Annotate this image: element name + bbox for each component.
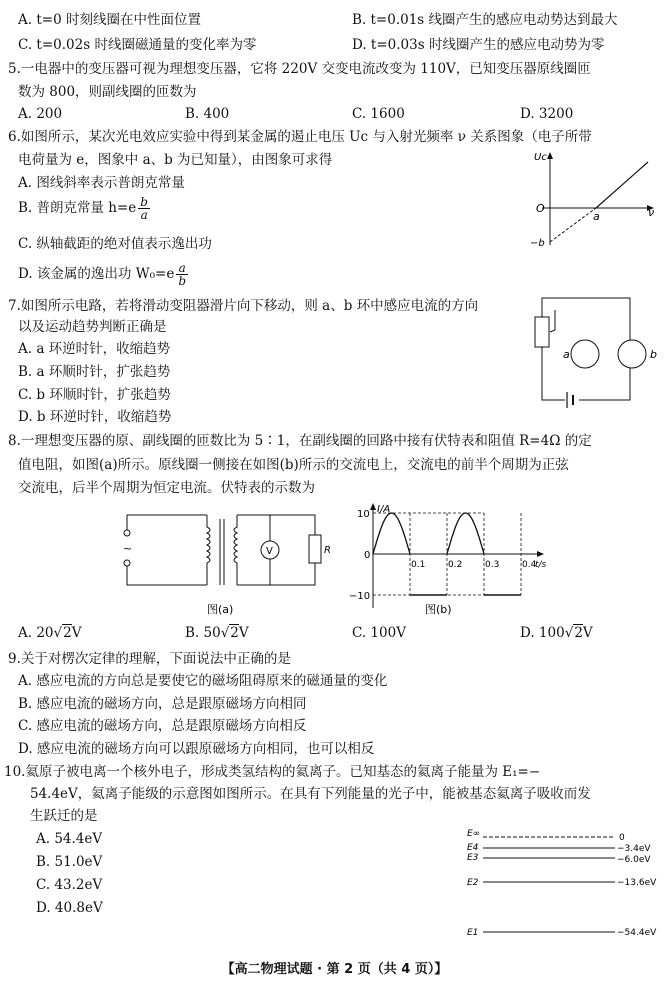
- primary-coil: [207, 515, 210, 585]
- resistor: [309, 535, 321, 563]
- q8-option-a: A. 20√2V: [18, 625, 82, 641]
- x-axis-label: ν: [648, 206, 655, 219]
- sine-half-wave-2: [447, 513, 484, 554]
- voltmeter-label: V: [266, 546, 273, 557]
- q10-stem-line1: 10.氦原子被电离一个核外电子，形成类氢结构的氦离子。已知基态的氦离子能量为 E₁=−: [4, 764, 541, 780]
- q6-option-d-text: D. 该金属的逸出功 W₀=e: [18, 266, 175, 282]
- fraction-denominator: b: [178, 274, 186, 288]
- x-tick-label: 0.4: [522, 560, 537, 570]
- y-tick-bottom: −10: [349, 591, 371, 602]
- level-2-value: −13.6eV: [617, 878, 657, 888]
- q5-stem-line2: 数为 800，则副线圈的匝数为: [18, 84, 197, 100]
- q7-option-b: B. a 环顺时针，扩张趋势: [18, 364, 171, 380]
- q6-option-b: [18, 196, 152, 221]
- q5-option-b: B. 400: [185, 106, 230, 122]
- q5-stem-line1: 5.一电器中的变压器可视为理想变压器，它将 220V 交变电流改变为 110V，已知变压器原线圈匝: [8, 61, 591, 77]
- q6-option-a: A. 图线斜率表示普朗克常量: [18, 175, 185, 191]
- rheostat: [535, 317, 549, 347]
- q10-stem-line2: 54.4eV，氦离子能级的示意图如图所示。在具有下列能量的光子中，能被基态氦离子吸收而发: [30, 786, 591, 802]
- y-axis-label: I/A: [377, 504, 391, 515]
- graph-line: [596, 162, 648, 208]
- y-axis-arrow: [370, 503, 376, 510]
- q9-option-c: C. 感应电流的磁场方向，总是跟原磁场方向相反: [18, 718, 307, 734]
- primary-wire-top: [127, 515, 207, 530]
- level-3-label: E3: [467, 853, 479, 863]
- q8-option-b-text: B. 50: [185, 625, 221, 641]
- q8-option-d-text: D. 100: [520, 625, 565, 641]
- point-neg-b-label: −b: [530, 238, 545, 249]
- level-1-value: −54.4eV: [617, 928, 657, 938]
- q9-option-b: B. 感应电流的磁场方向，总是跟原磁场方向相同: [18, 696, 307, 712]
- fraction-numerator: b: [140, 195, 148, 209]
- q6-stem-line1: 6.如图所示，某次光电效应实验中得到某金属的遏止电压 Uc 与入射光频率 ν 关系图象（电子所带: [8, 129, 592, 145]
- origin-label: O: [536, 202, 545, 215]
- level-4-value: −3.4eV: [617, 844, 651, 854]
- q7-option-d: D. b 环逆时针，收缩趋势: [18, 409, 172, 425]
- energy-level-diagram: [465, 828, 665, 940]
- page-footer: 【高二物理试题 · 第 2 页（共 4 页）】: [221, 962, 448, 977]
- q7-option-a: A. a 环逆时针，收缩趋势: [18, 341, 171, 357]
- resistor-label: R: [324, 545, 331, 556]
- level-3-value: −6.0eV: [617, 855, 651, 865]
- q8-stem-line3: 交流电，后半个周期为恒定电流。伏特表的示数为: [18, 480, 315, 496]
- point-a-label: a: [593, 210, 600, 223]
- q8-option-d-radicand: 2: [574, 625, 583, 641]
- q4-option-b: B. t=0.01s 线圈产生的感应电动势达到最大: [352, 12, 618, 28]
- q10-option-a: A. 54.4eV: [36, 831, 103, 847]
- x-tick-label: 0.3: [485, 560, 500, 570]
- q10-stem-line3: 生跃迁的是: [30, 808, 98, 824]
- q4-option-d: D. t=0.03s 时线圈产生的感应电动势为零: [352, 37, 605, 53]
- q5-option-a: A. 200: [18, 106, 63, 122]
- ac-source-symbol: ~: [123, 542, 133, 555]
- q8-figure-a: [115, 505, 330, 620]
- terminal-bottom: [124, 560, 130, 566]
- q6-option-c: C. 纵轴截距的绝对值表示逸出功: [18, 236, 212, 252]
- level-inf-label: E∞: [467, 829, 481, 839]
- q10-option-d: D. 40.8eV: [36, 900, 103, 916]
- y-tick-top: 10: [357, 509, 370, 520]
- q8-figure-b: [345, 500, 555, 620]
- q8-stem-line2: 值电阻，如图(a)所示。原线圈一侧接在如图(b)所示的交流电上，交流电的前半个周期为正弦: [18, 457, 569, 473]
- x-tick-label: 0.1: [411, 560, 426, 570]
- q8-option-d: D. 100√2V: [520, 625, 593, 641]
- q8-option-c: C. 100V: [352, 625, 406, 641]
- q7-option-c: C. b 环顺时针，扩张趋势: [18, 387, 171, 403]
- x-axis-label: t/s: [535, 560, 547, 570]
- q8-option-b: B. 50√2V: [185, 625, 249, 641]
- primary-wire-bottom: [127, 566, 207, 585]
- level-4-label: E4: [467, 843, 479, 853]
- q6-option-d-fraction: [176, 262, 188, 287]
- ring-b-label: b: [650, 348, 657, 361]
- y-axis-arrow: [547, 152, 553, 159]
- q9-option-d: D. 感应电流的磁场方向可以跟原磁场方向相同，也可以相反: [18, 741, 375, 757]
- q5-option-d: D. 3200: [520, 106, 574, 122]
- q6-stem-line2: 电荷量为 e，图象中 a、b 为已知量），由图象可求得: [18, 152, 333, 168]
- terminal-top: [124, 530, 130, 536]
- fig-b-caption: 图(b): [425, 603, 452, 616]
- q7-stem-line2: 以及运动趋势判断正确是: [18, 319, 167, 335]
- level-2-label: E2: [467, 878, 479, 888]
- q8-option-a-text: A. 20: [18, 625, 54, 641]
- secondary-coil: [234, 515, 237, 585]
- y-axis-label: Uc: [534, 152, 547, 163]
- q6-option-b-fraction: [138, 196, 150, 221]
- q7-circuit: [525, 292, 665, 412]
- x-tick-label: 0.2: [448, 560, 463, 570]
- q8-option-b-unit: V: [238, 625, 249, 641]
- q5-option-c: C. 1600: [352, 106, 405, 122]
- q4-option-a: A. t=0 时刻线圈在中性面位置: [18, 12, 201, 28]
- q7-stem-line1: 7.如图所示电路，若将滑动变阻器滑片向下移动，则 a、b 环中感应电流的方向: [8, 298, 479, 314]
- origin-label: 0: [364, 550, 371, 561]
- q4-option-c: C. t=0.02s 时线圈磁通量的变化率为零: [18, 37, 257, 53]
- sine-half-wave-1: [373, 513, 410, 554]
- ring-a: [571, 340, 599, 368]
- fraction-denominator: a: [140, 208, 148, 222]
- graph-line-extension: [550, 208, 596, 242]
- q6-option-b-text: B. 普朗克常量 h=e: [18, 200, 137, 216]
- rheostat-arrow: [550, 330, 555, 332]
- q6-option-d: [18, 262, 190, 287]
- q8-stem-line1: 8.一理想变压器的原、副线圈的匝数比为 5∶1，在副线圈的回路中接有伏特表和阻值 R=4Ω 的定: [8, 433, 592, 449]
- q9-stem: 9.关于对楞次定律的理解，下面说法中正确的是: [8, 651, 291, 667]
- fraction-numerator: a: [176, 262, 188, 275]
- fig-a-caption: 图(a): [207, 603, 234, 616]
- q6-graph: [520, 150, 660, 250]
- ring-b: [618, 340, 646, 368]
- ring-a-label: a: [563, 348, 570, 361]
- q10-option-c: C. 43.2eV: [36, 877, 103, 893]
- q8-option-a-unit: V: [71, 625, 82, 641]
- q9-option-a: A. 感应电流的方向总是要使它的磁场阻碍原来的磁通量的变化: [18, 673, 388, 689]
- q8-option-a-radicand: 2: [63, 625, 72, 641]
- x-axis-arrow: [537, 551, 544, 557]
- q8-option-d-unit: V: [582, 625, 593, 641]
- q8-option-b-radicand: 2: [230, 625, 239, 641]
- current-time-chart: [349, 503, 547, 616]
- level-inf-value: 0: [619, 833, 625, 843]
- level-1-label: E1: [467, 928, 479, 938]
- q10-option-b: B. 51.0eV: [36, 854, 103, 870]
